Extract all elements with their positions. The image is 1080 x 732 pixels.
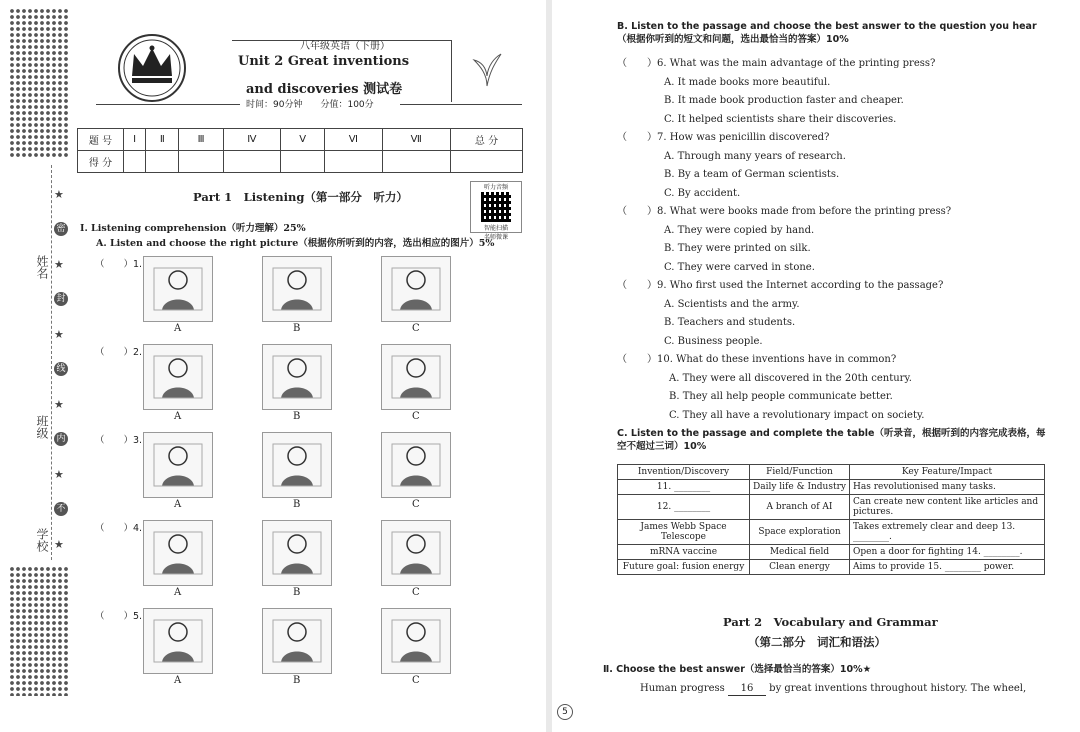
computer-user-icon bbox=[150, 440, 206, 490]
seal-char: 不 bbox=[54, 502, 68, 516]
blank-16[interactable]: 16 bbox=[728, 682, 766, 696]
picture-label: A bbox=[174, 587, 182, 598]
seal-char: 内 bbox=[54, 432, 68, 446]
table-header-cell: Field/Function bbox=[750, 465, 850, 480]
section-a-heading: A. Listen and choose the right picture（根据你所听到的内容，选出相应的图片）5% bbox=[96, 238, 495, 249]
table-cell: Daily life & Industry bbox=[750, 480, 850, 495]
table-cell: Clean energy bbox=[750, 560, 850, 575]
question-number[interactable]: （ ）1. bbox=[95, 259, 143, 270]
section-c-heading: C. Listen to the passage and complete the table（听录音，根据听到的内容完成表格，每空不超过三词）10% bbox=[617, 428, 1046, 452]
mc-question[interactable]: （ ）8. What were books made from before the printing press? bbox=[617, 206, 952, 217]
score-cell: Ⅲ bbox=[179, 129, 223, 151]
mc-option[interactable]: B. It made book production faster and cheaper. bbox=[664, 95, 904, 106]
scientist-microscope-icon bbox=[150, 264, 206, 314]
doctor-patient-icon bbox=[388, 528, 444, 578]
picture-option[interactable] bbox=[381, 520, 451, 586]
picture-option[interactable] bbox=[381, 432, 451, 498]
page-number: 5 bbox=[557, 704, 573, 720]
table-cell-blank[interactable]: Open a door for fighting 14. ________. bbox=[850, 545, 1045, 560]
phone-study-icon bbox=[269, 616, 325, 666]
score-value-row bbox=[78, 151, 523, 173]
table-cell-blank[interactable]: Aims to provide 15. ________ power. bbox=[850, 560, 1045, 575]
header-rule bbox=[96, 104, 240, 105]
picture-option[interactable] bbox=[143, 256, 213, 322]
mc-option[interactable]: C. By accident. bbox=[664, 187, 741, 199]
table-cell-blank[interactable]: 11. ________ bbox=[618, 480, 750, 495]
picture-label: B bbox=[293, 675, 301, 686]
printing-press-icon bbox=[388, 352, 444, 402]
passage-start: Human progress bbox=[640, 683, 725, 694]
score-label: 分值：100分 bbox=[320, 100, 374, 110]
part2-heading: Part 2 Vocabulary and Grammar bbox=[723, 615, 938, 629]
table-cell: Future goal: fusion energy bbox=[618, 560, 750, 575]
score-input-cell[interactable] bbox=[325, 151, 382, 173]
star-mark: ★ bbox=[54, 328, 64, 341]
star-mark: ★ bbox=[54, 468, 64, 481]
name-field-label: 姓名 bbox=[35, 255, 49, 279]
mc-option[interactable]: A. They were copied by hand. bbox=[664, 224, 815, 236]
mc-option[interactable]: B. By a team of German scientists. bbox=[664, 169, 840, 180]
mc-option[interactable]: A. They were all discovered in the 20th century. bbox=[669, 372, 912, 384]
question-number[interactable]: （ ）3. bbox=[95, 435, 143, 446]
mc-option[interactable]: B. They were printed on silk. bbox=[664, 243, 811, 254]
picture-label: B bbox=[293, 411, 301, 422]
section-2-heading: Ⅱ. Choose the best answer（选择最恰当的答案）10%★ bbox=[603, 664, 872, 675]
table-cell-blank[interactable]: Takes extremely clear and deep 13. ________. bbox=[850, 520, 1045, 545]
seal-char: 线 bbox=[54, 362, 68, 376]
score-cell: 题 号 bbox=[78, 129, 124, 151]
airplane-icon bbox=[150, 616, 206, 666]
header-rule bbox=[400, 104, 522, 105]
score-cell: Ⅴ bbox=[281, 129, 325, 151]
astronaut-moon-icon bbox=[269, 440, 325, 490]
score-input-cell[interactable] bbox=[223, 151, 280, 173]
score-input-cell[interactable] bbox=[451, 151, 523, 173]
score-cell: Ⅳ bbox=[223, 129, 280, 151]
qr-top-label: 听力音频 bbox=[483, 184, 508, 191]
mc-question[interactable]: （ ）7. How was penicillin discovered? bbox=[617, 132, 830, 143]
table-cell-blank[interactable]: 12. ________ bbox=[618, 495, 750, 520]
picture-option[interactable] bbox=[143, 608, 213, 674]
table-cell: Space exploration bbox=[750, 520, 850, 545]
score-cell: Ⅶ bbox=[382, 129, 450, 151]
xray-icon bbox=[269, 528, 325, 578]
question-number[interactable]: （ ）4. bbox=[95, 523, 143, 534]
table-row bbox=[618, 495, 1045, 520]
mc-question[interactable]: （ ）6. What was the main advantage of the printing press? bbox=[617, 58, 936, 69]
qr-bottom-label: 名师微课 bbox=[483, 234, 508, 241]
picture-option[interactable] bbox=[381, 344, 451, 410]
question-number[interactable]: （ ）2. bbox=[95, 347, 143, 358]
score-header-row bbox=[78, 129, 523, 151]
score-cell: 得 分 bbox=[78, 151, 124, 173]
woman-lightbulb-icon bbox=[388, 440, 444, 490]
meeting-icon bbox=[269, 352, 325, 402]
mc-question[interactable]: （ ）9. Who first used the Internet according to the passage? bbox=[617, 280, 944, 291]
star-mark: ★ bbox=[54, 398, 64, 411]
picture-option[interactable] bbox=[262, 432, 332, 498]
seal-char: 密 bbox=[54, 222, 68, 236]
qr-code-icon bbox=[481, 192, 511, 222]
mc-option[interactable]: C. They all have a revolutionary impact on society. bbox=[669, 409, 925, 421]
star-mark: ★ bbox=[54, 538, 64, 551]
score-input-cell[interactable] bbox=[281, 151, 325, 173]
table-header-cell: Invention/Discovery bbox=[618, 465, 750, 480]
mc-option[interactable]: B. They all help people communicate better. bbox=[669, 391, 893, 402]
dotted-margin-top bbox=[9, 8, 69, 158]
picture-option[interactable] bbox=[262, 256, 332, 322]
boy-gps-icon bbox=[150, 528, 206, 578]
passage-end: by great inventions throughout history. The wheel, bbox=[769, 683, 1027, 694]
picture-label: A bbox=[174, 323, 182, 334]
picture-label: C bbox=[412, 323, 420, 334]
part1-heading: Part 1 Listening（第一部分 听力） bbox=[193, 190, 408, 204]
mc-option[interactable]: A. It made books more beautiful. bbox=[664, 76, 831, 88]
picture-option[interactable] bbox=[143, 432, 213, 498]
picture-label: A bbox=[174, 411, 182, 422]
table-row bbox=[618, 560, 1045, 575]
passage-text bbox=[640, 682, 1048, 696]
picture-label: C bbox=[412, 675, 420, 686]
part2-subheading: （第二部分 词汇和语法） bbox=[748, 635, 886, 649]
qr-side-label: 智能扫描 bbox=[483, 225, 508, 232]
section-1-heading: Ⅰ. Listening comprehension（听力理解）25% bbox=[80, 223, 306, 234]
mc-option[interactable]: C. It helped scientists share their discoveries. bbox=[664, 113, 897, 125]
score-input-cell[interactable] bbox=[179, 151, 223, 173]
seal-char: 封 bbox=[54, 292, 68, 306]
page-title-line1: Unit 2 Great inventions bbox=[238, 54, 410, 69]
mc-option[interactable]: A. Scientists and the army. bbox=[664, 298, 800, 310]
star-mark: ★ bbox=[54, 188, 64, 201]
picture-option[interactable] bbox=[381, 256, 451, 322]
phonograph-icon bbox=[388, 264, 444, 314]
score-table bbox=[77, 128, 523, 173]
steam-engine-icon bbox=[388, 616, 444, 666]
section-b-heading: B. Listen to the passage and choose the best answer to the question you hear（根据你听到的短文和问题，选出最恰当的答案）10% bbox=[617, 21, 1037, 45]
mc-option[interactable]: A. Through many years of research. bbox=[664, 150, 846, 162]
picture-option[interactable] bbox=[262, 520, 332, 586]
score-cell: Ⅱ bbox=[146, 129, 179, 151]
table-cell: Has revolutionised many tasks. bbox=[850, 480, 1045, 495]
exam-meta bbox=[246, 97, 374, 110]
star-mark: ★ bbox=[54, 258, 64, 271]
picture-label: C bbox=[412, 499, 420, 510]
score-cell: Ⅰ bbox=[124, 129, 146, 151]
picture-label: A bbox=[174, 499, 182, 510]
picture-option[interactable] bbox=[143, 344, 213, 410]
score-cell: Ⅵ bbox=[325, 129, 382, 151]
score-cell: 总 分 bbox=[451, 129, 523, 151]
time-label: 时间：90分钟 bbox=[246, 100, 303, 110]
score-input-cell[interactable] bbox=[382, 151, 450, 173]
leaf-decoration-icon bbox=[470, 48, 504, 88]
mc-option[interactable]: C. Business people. bbox=[664, 335, 763, 347]
mc-question[interactable]: （ ）10. What do these inventions have in common? bbox=[617, 354, 897, 365]
picture-label: A bbox=[174, 675, 182, 686]
question-number[interactable]: （ ）5. bbox=[95, 611, 143, 622]
world-map-icon bbox=[269, 264, 325, 314]
subject-label: 八年级英语（下册） bbox=[300, 41, 390, 52]
table-cell: mRNA vaccine bbox=[618, 545, 750, 560]
dna-screen-icon bbox=[150, 352, 206, 402]
table-row bbox=[618, 520, 1045, 545]
dotted-margin-bottom bbox=[9, 566, 69, 696]
table-row bbox=[618, 545, 1045, 560]
crown-logo-icon bbox=[116, 32, 188, 104]
picture-label: B bbox=[293, 499, 301, 510]
picture-option[interactable] bbox=[381, 608, 451, 674]
table-header-cell: Key Feature/Impact bbox=[850, 465, 1045, 480]
school-field-label: 学校 bbox=[35, 528, 49, 552]
mc-option[interactable]: C. They were carved in stone. bbox=[664, 261, 815, 273]
picture-label: B bbox=[293, 323, 301, 334]
picture-label: C bbox=[412, 587, 420, 598]
table-cell: James Webb Space Telescope bbox=[618, 520, 750, 545]
completion-table bbox=[617, 464, 1045, 575]
page-title-line2: and discoveries 测试卷 bbox=[246, 82, 403, 97]
table-cell: Medical field bbox=[750, 545, 850, 560]
table-row bbox=[618, 480, 1045, 495]
picture-option[interactable] bbox=[262, 344, 332, 410]
picture-label: C bbox=[412, 411, 420, 422]
table-cell: Can create new content like articles and pictures. bbox=[850, 495, 1045, 520]
table-cell: A branch of AI bbox=[750, 495, 850, 520]
score-input-cell[interactable] bbox=[146, 151, 179, 173]
picture-option[interactable] bbox=[143, 520, 213, 586]
mc-option[interactable]: B. Teachers and students. bbox=[664, 317, 796, 328]
picture-label: B bbox=[293, 587, 301, 598]
binding-line bbox=[51, 165, 52, 560]
class-field-label: 班级 bbox=[35, 415, 49, 439]
table-header-row bbox=[618, 465, 1045, 480]
picture-option[interactable] bbox=[262, 608, 332, 674]
qr-code[interactable] bbox=[470, 181, 522, 241]
score-input-cell[interactable] bbox=[124, 151, 146, 173]
